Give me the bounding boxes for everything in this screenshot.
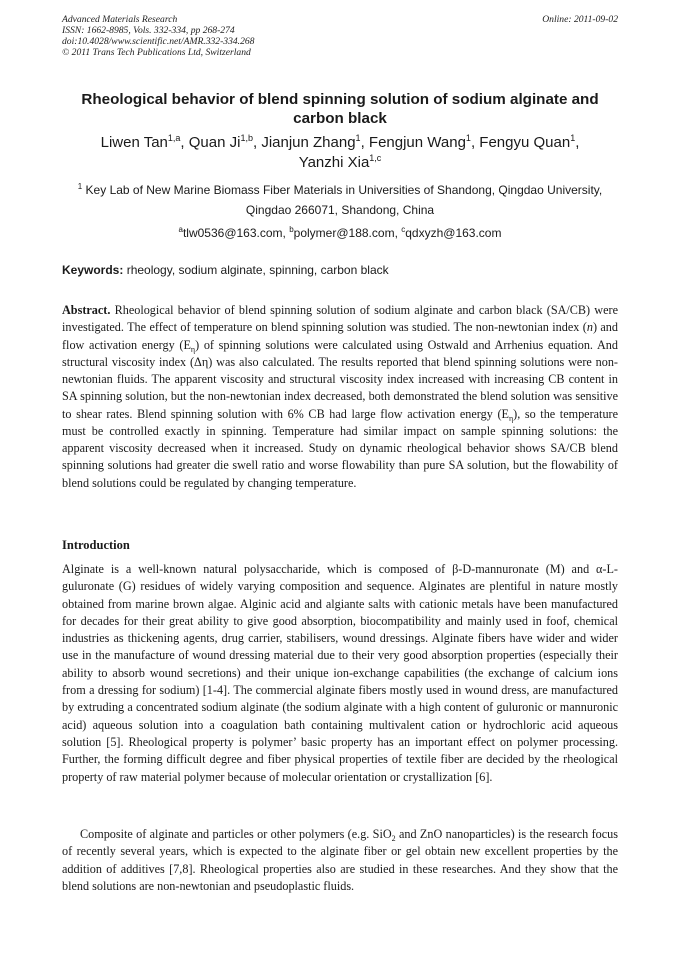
affiliation	[62, 180, 618, 220]
section-heading-introduction: Introduction	[62, 538, 130, 552]
paper-title	[62, 90, 618, 128]
author-name: Fengjun Wang	[368, 134, 466, 151]
journal-header	[62, 14, 618, 58]
author-name: Quan Ji	[188, 134, 241, 151]
keywords	[62, 262, 618, 278]
author-name: Liwen Tan	[100, 134, 168, 151]
abstract-label: Abstract.	[62, 303, 111, 317]
title-line-2: carbon black	[293, 110, 387, 127]
author-affil-sup: 1	[355, 133, 361, 143]
author-affil-sup: 1,a	[167, 133, 181, 143]
copyright-line: © 2011 Trans Tech Publications Ltd, Switzerland	[62, 47, 251, 58]
email-link[interactable]: qdxyzh@163.com	[405, 226, 502, 240]
keywords-text: rheology, sodium alginate, spinning, carbon black	[123, 263, 389, 277]
affiliation-line-1: $^1$ Key Lab of New Marine Biomass Fiber Materials in Universities of Shandong, Qingdao University,	[77, 182, 603, 197]
author-name: Yanzhi Xia	[298, 154, 370, 171]
intro-paragraph-2: Composite of alginate and particles or other polymers (e.g. SiO$_2$ and ZnO nanoparticles) is the research focus of recently several years, which is expected to the alginate fiber or gel obtain new excellent properties by the addition of additives [7,8]. Rheological properties also are studied in these researches. And they show that the blend solutions are non-newtonian and pseudoplastic fluids.	[62, 827, 619, 893]
title-line-1: Rheological behavior of blend spinning solution of sodium alginate and	[81, 91, 599, 108]
affiliation-sup: 1	[77, 182, 83, 191]
author-affil-sup: 1	[570, 133, 576, 143]
doi-line: doi:10.4028/www.scientific.net/AMR.332-334.268	[62, 36, 255, 47]
abstract: Abstract. Rheological behavior of blend spinning solution of sodium alginate and carbon black (SA/CB) were investigated. The effect of temperature on blend spinning solution was studied. The non-newtonian index (n) and flow activation energy $(E_\eta)$ of spinning solutions were calculated using Ostwald and Arrhenius equation. And structural viscosity index (Δη) was also calculated. The results reported that blend spinning solutions were non-newtonian fluids. The apparent viscosity and structural viscosity index increased with increasing CB content in SA spinning solution, but the non-newtonian index decreased, both demonstrated the blend solution was sensitive to shear rates. Blend spinning solution with 6% CB had large flow activation energy $(E_\eta)$, so the temperature must be controlled exactly in spinning. Temperature had similar impact on sample spinning solutions: the apparent viscosity decreased when it increased. Study on dynamic rheological behavior shows SA/CB blend spinning solutions had greater die swell ratio and worse flowability than pure SA solution, but the flowability of blend solutions could be regulated by changing temperature.	[62, 303, 619, 490]
email-link[interactable]: tlw0536@163.com	[182, 226, 283, 240]
email-link[interactable]: polymer@188.com	[293, 226, 395, 240]
journal-name: Advanced Materials Research	[62, 14, 178, 25]
author-list	[62, 133, 618, 173]
author-affil-sup: 1	[465, 133, 471, 143]
author-affil-sup: 1,b	[240, 133, 253, 143]
keywords-label: Keywords:	[62, 263, 124, 277]
issn-line: ISSN: 1662-8985, Vols. 332-334, pp 268-274	[62, 25, 235, 36]
affiliation-line-2: Qingdao 266071, Shandong, China	[245, 203, 435, 217]
online-date: Online: 2011-09-02	[542, 14, 618, 25]
author-line-1: Liwen Tan$^{1,a}$, Quan Ji$^{1,b}$, Jianjun Zhang$^1$, Fengjun Wang$^1$, Fengyu Quan$^1$,	[100, 133, 580, 151]
author-name: Fengyu Quan	[479, 134, 571, 151]
author-line-2	[62, 153, 618, 173]
author-name: Jianjun Zhang	[261, 134, 356, 151]
author-affil-sup: 1,c	[369, 153, 382, 163]
intro-paragraph-1: Alginate is a well-known natural polysaccharide, which is composed of β-D-mannuronate (M) and α-L-guluronate (G) residues of widely varying composition and sequence. Alginates are plentiful in nature mostly obtained from marine brown algae. Alginic acid and algiante salts with cationic metals have been manufactured for decades for their great ability to give good absorption, biocompatibility and mainly used in foof, chemical industries as thickening agents, drug carrier, stabilisers, wound dressings. Alginate fibers have wider and wider use in the manufacture of wound dressing material due to their very good absorption properties (especially their ability to absorb wound secretions) and their unique ion-exchange capabilities (the exchange of calcium ions from a dressing for sodium) [1-4]. The commercial alginate fibers mostly used in wound dress, are manufactured by extruding a concentrated sodium alginate (the sodium alginate with a high content of guluronic or mannuronic acid) aqueous solution into a coagulation bath containing multivalent cation or hydrochloric acid aqueous solution [5]. Rheological property is polymer’ basic property has an important effect on polymer processing. Further, the forming difficult degree and fiber physical properties of textile fiber are decided by the rheological property of raw material polymer because of molecular orientation or crystallization [6].	[62, 562, 618, 784]
author-emails: $^a$tlw0536@163.com, $^b$polymer@188.com, $^c$qdxyzh@163.com	[178, 225, 502, 240]
